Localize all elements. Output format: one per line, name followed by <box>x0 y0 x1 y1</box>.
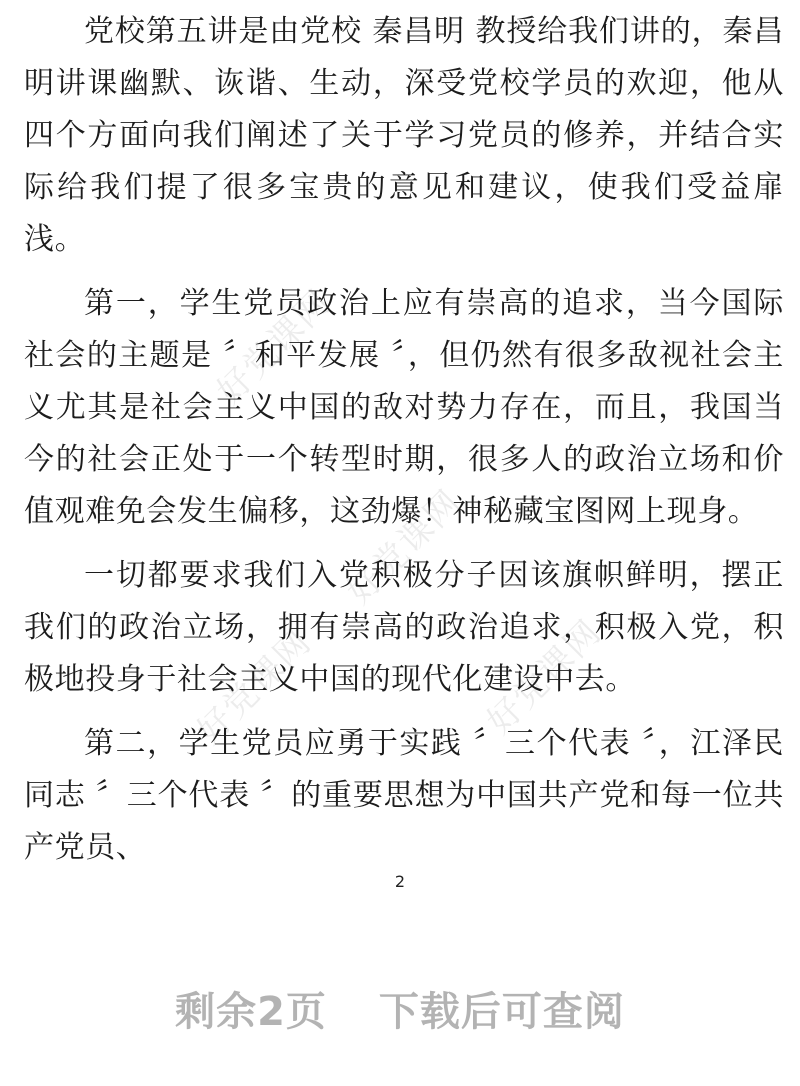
download-to-view-label: 下载后可查阅 <box>378 989 625 1035</box>
paragraph-second-point: 第二，学生党员应勇于实践 〞三个代表 〞，江泽民同志 〞三个代表 〞的重要思想为中国共产党和每一位共产党员、 <box>24 726 784 865</box>
remaining-pages-label: 剩余2页 <box>175 989 327 1035</box>
download-banner[interactable] <box>0 980 800 1037</box>
page-number: 2 <box>394 872 406 891</box>
watermark: 好党课网 <box>189 621 320 753</box>
paragraph-first-point: 第一，学生党员政治上应有崇高的追求，当今国际社会的主题是 〞和平发展 〞，但仍然有很多敌视社会主义尤其是社会主义中国的敌对势力存在，而且，我国当今的社会正处于一个转型时期，很多人的政治立场和价值观难免会发生偏移，这劲爆！神秘藏宝图网上现身。 <box>24 286 784 529</box>
watermark: 好党课网 <box>479 611 610 743</box>
watermark: 好党课网 <box>339 481 470 613</box>
watermark: 好党课网 <box>209 281 340 413</box>
paragraph-political-stance: 一切都要求我们入党积极分子因该旗帜鲜明，摆正我们的政治立场，拥有崇高的政治追求，积极入党，积极地投身于社会主义中国的现代化建设中去。 <box>24 558 784 697</box>
paragraph-intro: 党校第五讲是由党校 秦昌明 教授给我们讲的，秦昌明讲课幽默、诙谐、生动，深受党校学员的欢迎，他从四个方面向我们阐述了关于学习党员的修养，并结合实际给我们提了很多宝贵的意见和建议，使我们受益扉浅。 <box>24 14 784 257</box>
document-body <box>24 6 784 874</box>
